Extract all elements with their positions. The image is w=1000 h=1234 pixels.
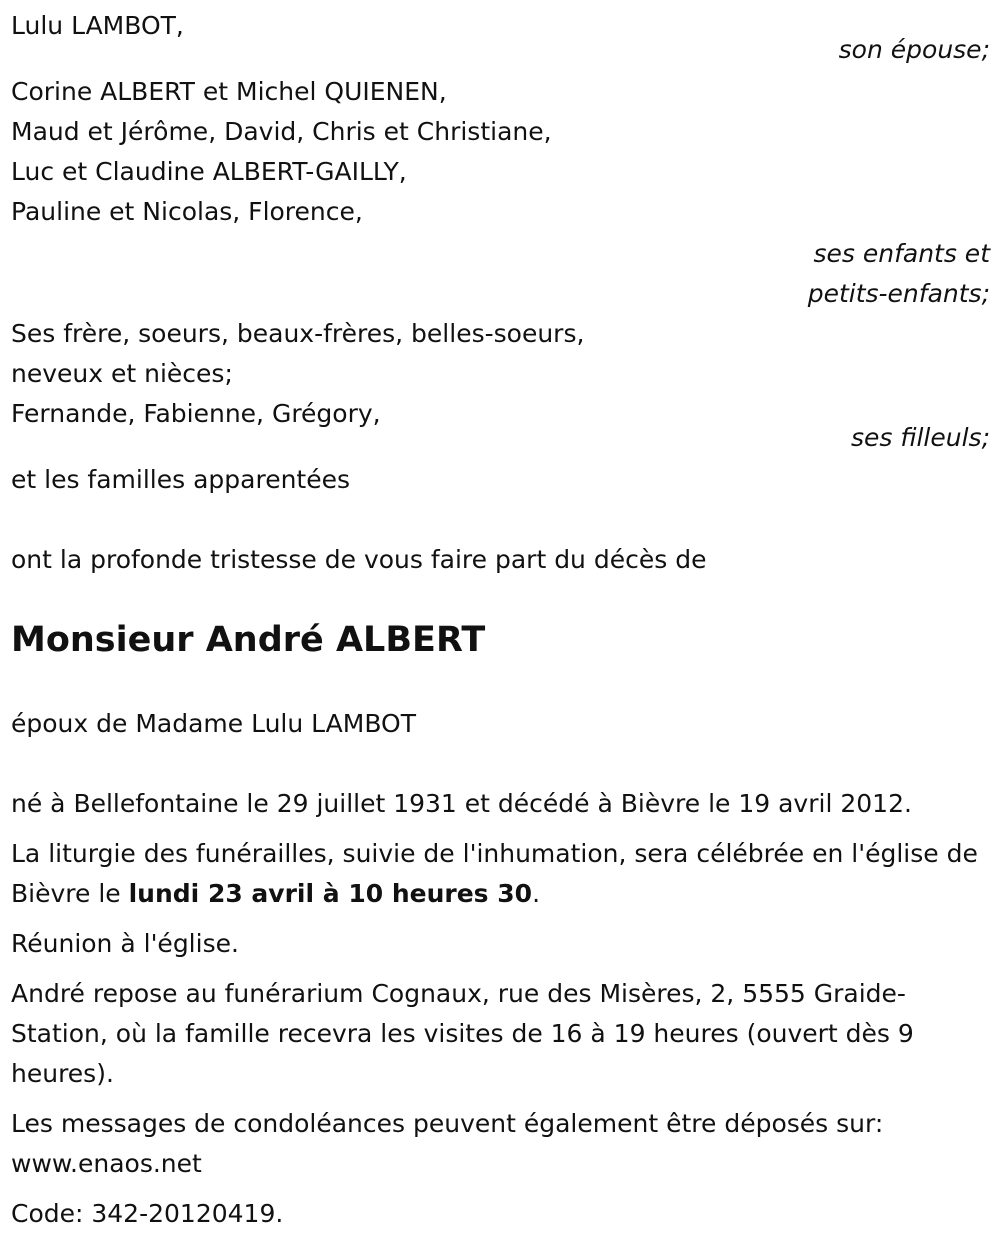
- siblings-line: Ses frère, soeurs, beaux-frères, belles-soeurs,: [11, 319, 585, 348]
- siblings-line: neveux et nièces;: [11, 359, 233, 388]
- liturgy-paragraph: [11, 834, 990, 914]
- related-families: et les familles apparentées: [11, 465, 351, 494]
- children-line: Pauline et Nicolas, Florence,: [11, 197, 363, 226]
- children-label-line1: ses enfants et: [813, 239, 990, 268]
- spouse-of-text: époux de Madame Lulu LAMBOT: [11, 709, 416, 738]
- liturgy-end: .: [532, 879, 541, 908]
- siblings-line: Fernande, Fabienne, Grégory,: [11, 399, 381, 428]
- condolences-paragraph: Les messages de condoléances peuvent également être déposés sur: www.enaos.net: [11, 1109, 884, 1178]
- liturgy-text: La liturgie des funérailles, suivie de l'inhumation, sera célébrée en l'église de Bièvre le: [11, 839, 978, 908]
- children-line: Corine ALBERT et Michel QUIENEN,: [11, 77, 447, 106]
- notice-code: Code: 342-20120419.: [11, 1199, 284, 1228]
- siblings-group: [11, 314, 990, 434]
- obituary-notice: [11, 6, 990, 1234]
- announcement-text: ont la profonde tristesse de vous faire part du décès de: [11, 545, 707, 574]
- birth-death-text: né à Bellefontaine le 29 juillet 1931 et décédé à Bièvre le 19 avril 2012.: [11, 789, 912, 818]
- children-line: Maud et Jérôme, David, Chris et Christiane,: [11, 117, 552, 146]
- children-group: [11, 72, 990, 232]
- liturgy-date: lundi 23 avril à 10 heures 30: [128, 879, 533, 908]
- deceased-name: Monsieur André ALBERT: [11, 620, 486, 660]
- godchildren-label: ses filleuls;: [850, 423, 990, 452]
- reunion-text: Réunion à l'église.: [11, 929, 239, 958]
- spouse-name: Lulu LAMBOT,: [11, 11, 184, 40]
- children-label: [11, 234, 990, 314]
- children-line: Luc et Claudine ALBERT-GAILLY,: [11, 157, 407, 186]
- children-label-line2: petits-enfants;: [807, 279, 990, 308]
- repose-paragraph: André repose au funérarium Cognaux, rue des Misères, 2, 5555 Graide-Station, où la famille recevra les visites de 16 à 19 heures (ouvert dès 9 heures).: [11, 979, 914, 1088]
- spouse-label: son épouse;: [838, 35, 990, 64]
